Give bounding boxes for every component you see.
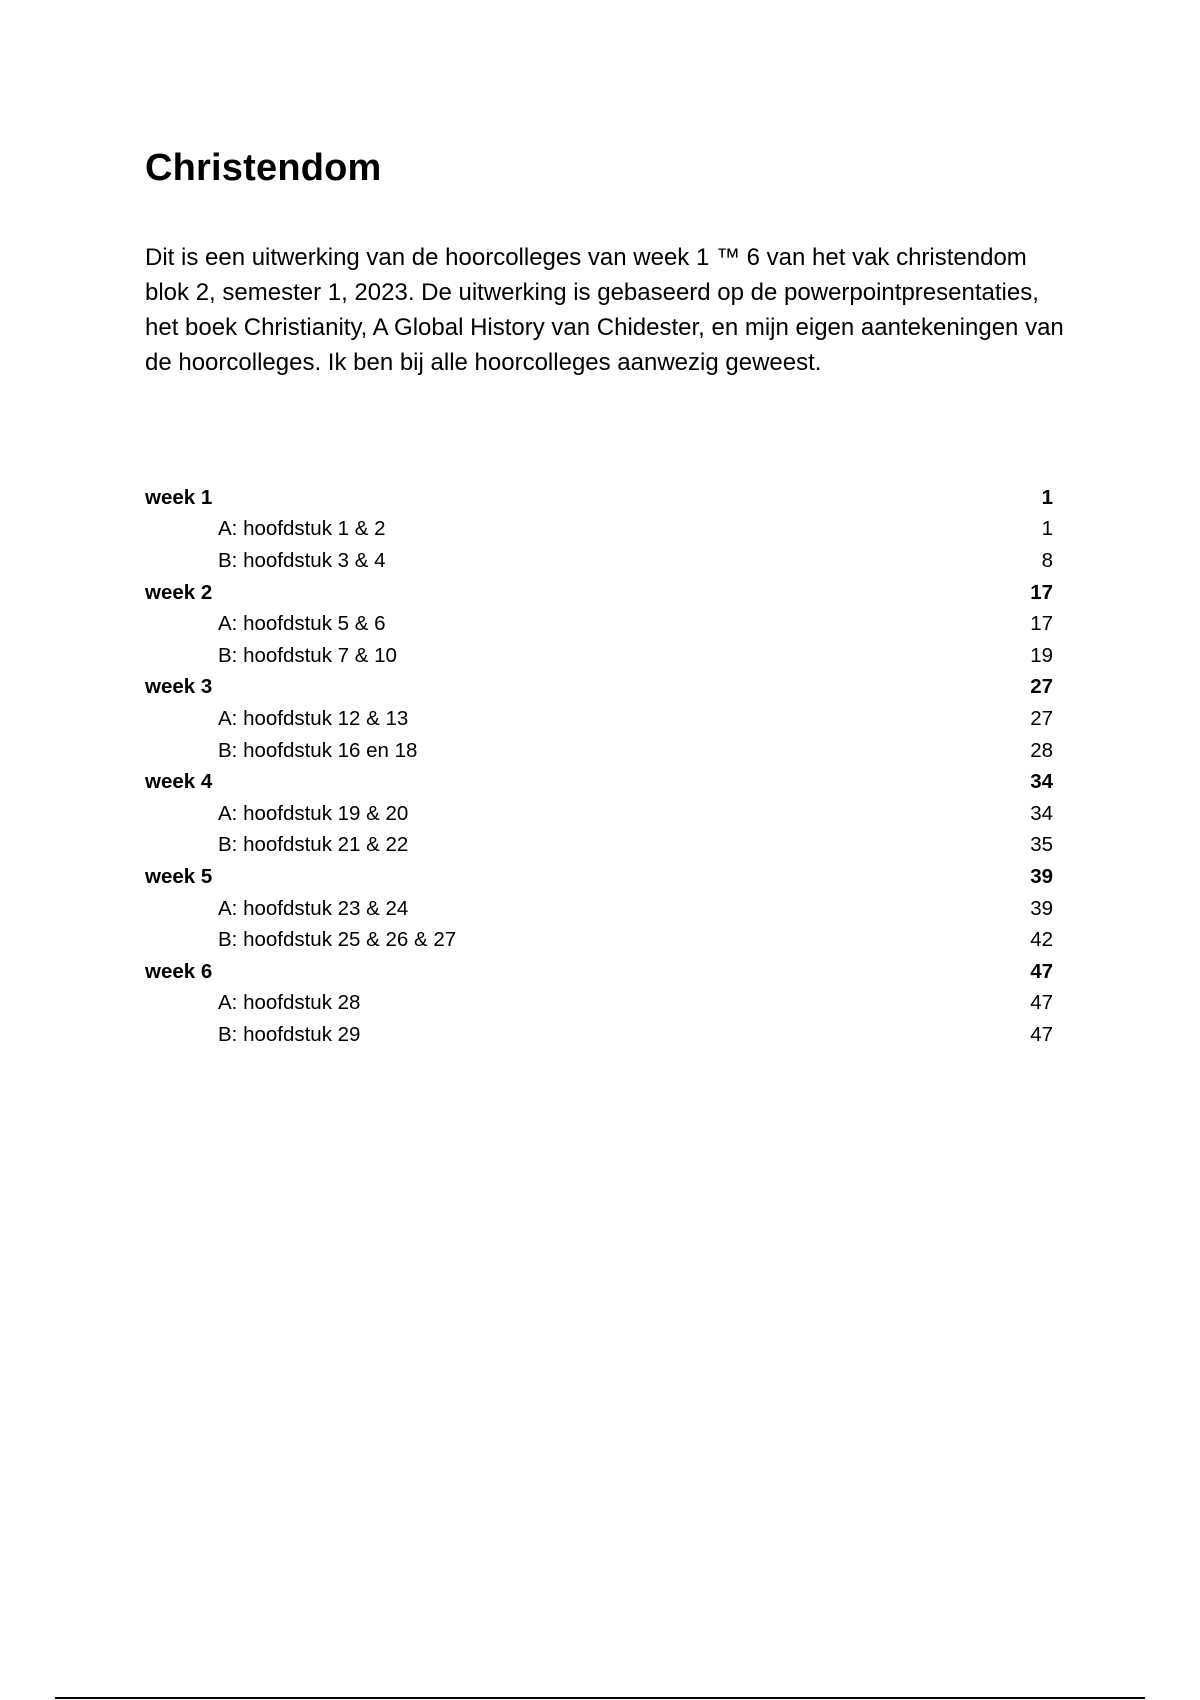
toc-entry-label: week 4	[145, 770, 213, 794]
toc-entry-label: B: hoofdstuk 3 & 4	[218, 548, 386, 572]
toc-entry-page: 34	[1030, 801, 1053, 825]
toc-entry-page: 8	[1041, 548, 1053, 572]
toc-entry-page: 34	[1030, 770, 1053, 794]
toc-entry-week-2-b[interactable]	[145, 640, 1053, 672]
toc-entry-label: A: hoofdstuk 19 & 20	[218, 801, 409, 825]
toc-entry-label: week 2	[145, 580, 213, 604]
table-of-contents	[145, 482, 1053, 1051]
toc-entry-page: 19	[1030, 643, 1053, 667]
toc-entry-label: week 3	[145, 675, 213, 699]
toc-entry-label: A: hoofdstuk 5 & 6	[218, 612, 386, 636]
toc-entry-week-2-a[interactable]	[145, 608, 1053, 640]
toc-entry-label: B: hoofdstuk 25 & 26 & 27	[218, 928, 457, 952]
document-title: Christendom	[145, 147, 382, 189]
toc-entry-page: 47	[1030, 959, 1053, 983]
toc-entry-page: 27	[1030, 675, 1053, 699]
toc-entry-week-1-b[interactable]	[145, 545, 1053, 577]
toc-entry-week-5[interactable]	[145, 861, 1053, 893]
toc-entry-page: 1	[1041, 485, 1053, 509]
toc-entry-page: 47	[1030, 991, 1053, 1015]
toc-entry-week-1[interactable]	[145, 482, 1053, 514]
toc-entry-label: B: hoofdstuk 7 & 10	[218, 643, 397, 667]
toc-entry-week-4[interactable]	[145, 766, 1053, 798]
toc-entry-label: B: hoofdstuk 21 & 22	[218, 833, 409, 857]
toc-entry-label: A: hoofdstuk 28	[218, 991, 361, 1015]
toc-entry-page: 42	[1030, 928, 1053, 952]
toc-entry-label: week 6	[145, 959, 213, 983]
toc-entry-label: week 1	[145, 485, 213, 509]
toc-entry-week-4-a[interactable]	[145, 798, 1053, 830]
toc-entry-label: A: hoofdstuk 1 & 2	[218, 517, 386, 541]
toc-entry-page: 17	[1030, 612, 1053, 636]
toc-entry-page: 35	[1030, 833, 1053, 857]
toc-entry-label: week 5	[145, 864, 213, 888]
toc-entry-week-3-b[interactable]	[145, 735, 1053, 767]
toc-entry-label: A: hoofdstuk 12 & 13	[218, 706, 409, 730]
toc-entry-page: 28	[1030, 738, 1053, 762]
toc-entry-week-5-a[interactable]	[145, 893, 1053, 925]
toc-entry-label: B: hoofdstuk 16 en 18	[218, 738, 418, 762]
toc-entry-page: 17	[1030, 580, 1053, 604]
toc-entry-week-6-a[interactable]	[145, 988, 1053, 1020]
toc-entry-week-3[interactable]	[145, 672, 1053, 704]
intro-paragraph: Dit is een uitwerking van de hoorcolleges van week 1 ™ 6 van het vak christendom blok 2, semester 1, 2023. De uitwerking is gebaseerd op de powerpointpresentaties, het boek Christianity, A Global History van Chidester, en mijn eigen aantekeningen van de hoorcolleges. Ik ben bij alle hoorcolleges aanwezig geweest.	[145, 244, 1064, 376]
toc-entry-week-1-a[interactable]	[145, 514, 1053, 546]
toc-entry-page: 39	[1030, 864, 1053, 888]
footer-divider	[55, 1697, 1145, 1699]
toc-entry-week-6-b[interactable]	[145, 1019, 1053, 1051]
toc-entry-week-4-b[interactable]	[145, 830, 1053, 862]
toc-entry-label: A: hoofdstuk 23 & 24	[218, 896, 409, 920]
toc-entry-page: 1	[1041, 517, 1053, 541]
toc-entry-week-2[interactable]	[145, 577, 1053, 609]
toc-entry-week-3-a[interactable]	[145, 703, 1053, 735]
toc-entry-page: 47	[1030, 1022, 1053, 1046]
toc-entry-page: 27	[1030, 706, 1053, 730]
toc-entry-page: 39	[1030, 896, 1053, 920]
toc-entry-week-6[interactable]	[145, 956, 1053, 988]
toc-entry-label: B: hoofdstuk 29	[218, 1022, 361, 1046]
toc-entry-week-5-b[interactable]	[145, 924, 1053, 956]
